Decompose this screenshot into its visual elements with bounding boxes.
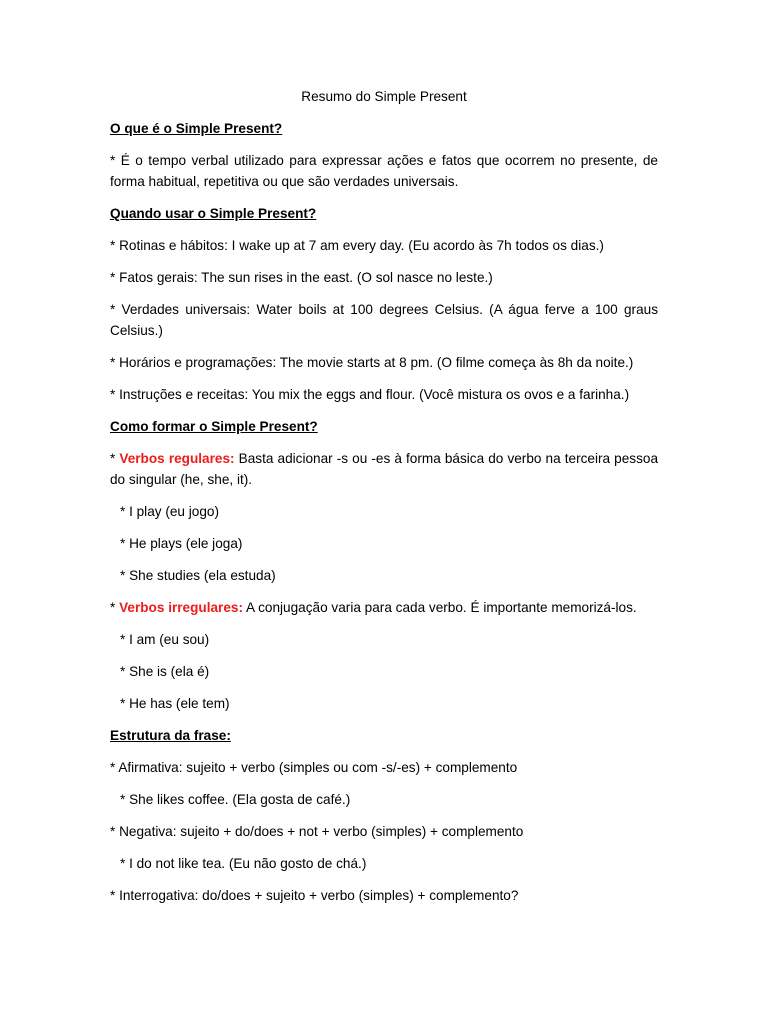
regular-prefix: * — [110, 451, 120, 466]
irregular-example: * I am (eu sou) — [120, 632, 210, 647]
structure-negative: * Negativa: sujeito + do/does + not + verbo (simples) + complemento — [110, 824, 524, 839]
regular-example: * He plays (ele joga) — [120, 536, 243, 551]
regular-verbs-text: Basta adicionar -s ou -es à forma básica do verbo na terceira pessoa do singular (he, she, it). — [110, 451, 659, 487]
heading-how: Como formar o Simple Present? — [110, 419, 318, 434]
when-item-facts: * Fatos gerais: The sun rises in the east. (O sol nasce no leste.) — [110, 270, 493, 285]
irregular-verbs-label: Verbos irregulares: — [119, 600, 243, 615]
irregular-prefix: * — [110, 600, 120, 615]
when-item-truths: * Verdades universais: Water boils at 100 degrees Celsius. (A água ferve a 100 graus Celsius.) — [110, 302, 658, 338]
regular-verbs-label: Verbos regulares: — [119, 451, 235, 466]
when-item-routines: * Rotinas e hábitos: I wake up at 7 am every day. (Eu acordo às 7h todos os dias.) — [110, 238, 604, 253]
affirmative-example: * She likes coffee. (Ela gosta de café.) — [120, 792, 351, 807]
structure-affirmative: * Afirmativa: sujeito + verbo (simples ou com -s/-es) + complemento — [110, 760, 518, 775]
what-definition: * É o tempo verbal utilizado para expressar ações e fatos que ocorrem no presente, de forma habitual, repetitiva ou que são verdades universais. — [110, 153, 658, 189]
heading-what: O que é o Simple Present? — [110, 121, 283, 136]
regular-example: * I play (eu jogo) — [120, 504, 219, 519]
regular-verbs-paragraph — [110, 448, 658, 490]
irregular-verbs-text: A conjugação varia para cada verbo. É importante memorizá-los. — [243, 600, 637, 615]
when-item-schedules: * Horários e programações: The movie starts at 8 pm. (O filme começa às 8h da noite.) — [110, 355, 634, 370]
irregular-example: * He has (ele tem) — [120, 696, 230, 711]
document-title: Resumo do Simple Present — [301, 89, 467, 104]
regular-example: * She studies (ela estuda) — [120, 568, 276, 583]
when-item-instructions: * Instruções e receitas: You mix the eggs and flour. (Você mistura os ovos e a farinha.) — [110, 387, 630, 402]
structure-interrogative: * Interrogativa: do/does + sujeito + verbo (simples) + complemento? — [110, 888, 519, 903]
irregular-example: * She is (ela é) — [120, 664, 210, 679]
irregular-verbs-paragraph — [110, 597, 658, 618]
heading-when: Quando usar o Simple Present? — [110, 206, 317, 221]
heading-structure: Estrutura da frase: — [110, 728, 231, 743]
negative-example: * I do not like tea. (Eu não gosto de chá.) — [120, 856, 367, 871]
